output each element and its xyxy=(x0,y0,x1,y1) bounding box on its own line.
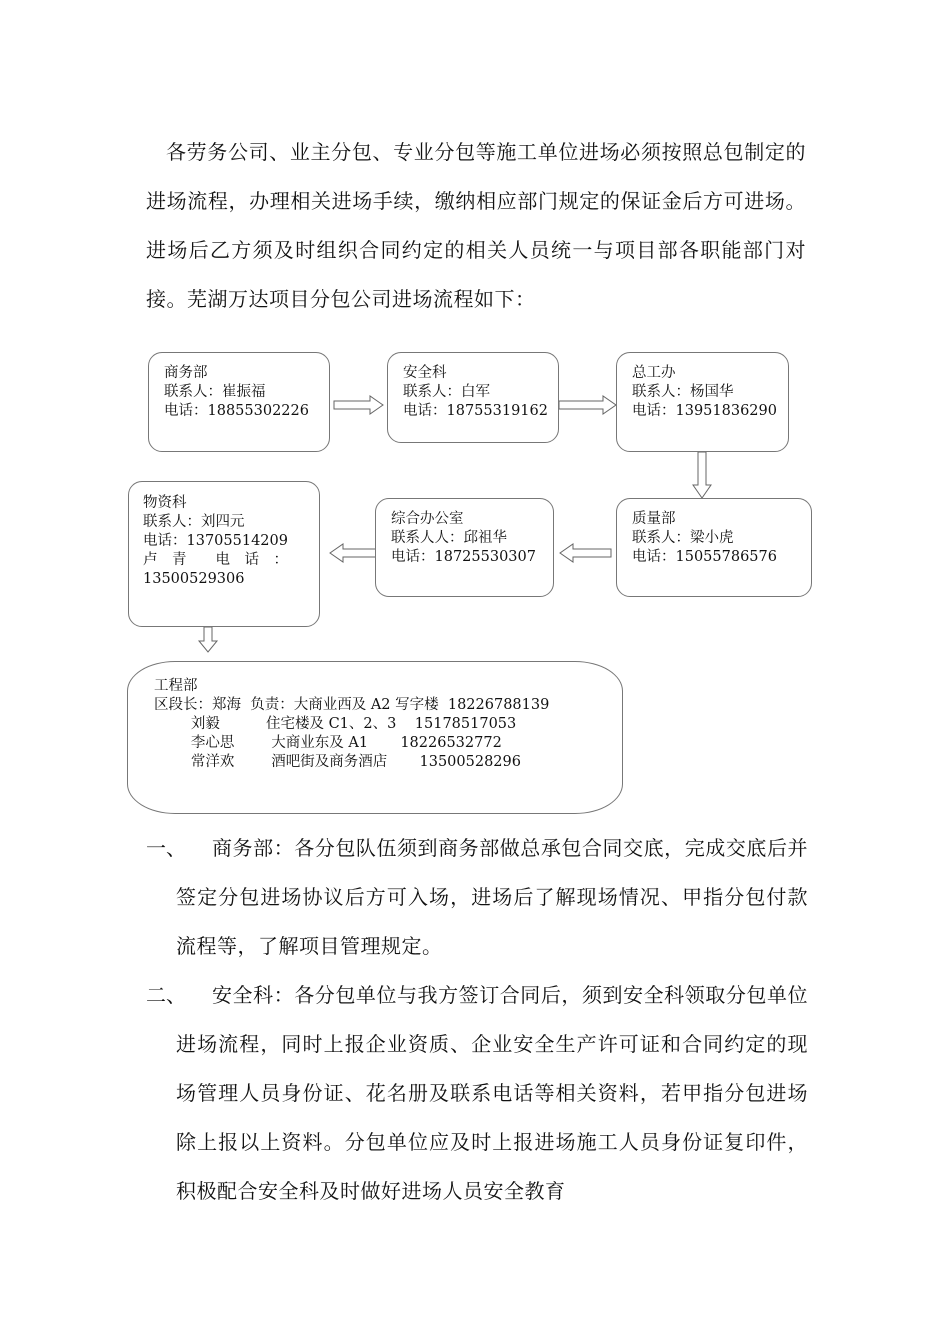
safety-phone: 电话：18755319162 xyxy=(403,403,548,419)
commerce-phone: 电话：18855302226 xyxy=(164,403,309,419)
chief-engineer-title: 总工办 xyxy=(632,365,676,381)
general-office-contact: 联系人人：邱祖华 xyxy=(391,530,507,546)
arrow-safety-to-chief xyxy=(559,396,616,414)
quality-contact: 联系人：梁小虎 xyxy=(632,530,734,546)
commerce-box xyxy=(148,352,330,452)
list-item-number: 二、 xyxy=(146,983,186,1007)
engineering-row: 常洋欢 酒吧街及商务酒店 13500528296 xyxy=(154,754,521,770)
chief-engineer-contact: 联系人：杨国华 xyxy=(632,384,734,400)
arrow-quality-to-office xyxy=(560,544,611,562)
quality-title: 质量部 xyxy=(632,511,676,527)
commerce-contact: 联系人：崔振福 xyxy=(164,384,266,400)
intro-paragraph: 各劳务公司、业主分包、专业分包等施工单位进场必须按照总包制定的进场流程，办理相关进场手续，缴纳相应部门规定的保证金后方可进场。进场后乙方须及时组织合同约定的相关人员统一与项目部各职能部门对接。芜湖万达项目分包公司进场流程如下： xyxy=(146,140,806,311)
materials-contact: 联系人：刘四元 xyxy=(143,514,245,530)
engineering-title: 工程部 xyxy=(154,678,198,694)
materials-phone: 电话：13705514209 xyxy=(143,533,288,549)
chief-engineer-box xyxy=(616,352,789,452)
materials-box xyxy=(128,481,320,627)
engineering-row: 李心思 大商业东及 A1 18226532772 xyxy=(154,735,502,751)
engineering-box xyxy=(127,661,623,814)
chief-engineer-phone: 电话：13951836290 xyxy=(632,403,777,419)
list-item-text: 商务部：各分包队伍须到商务部做总承包合同交底，完成交底后并签定分包进场协议后方可入场，进场后了解现场情况、甲指分包付款流程等，了解项目管理规定。 xyxy=(176,836,808,958)
commerce-title: 商务部 xyxy=(164,365,208,381)
list-item xyxy=(146,824,808,971)
materials-phone2: 13500529306 xyxy=(143,571,245,587)
arrow-chief-to-quality xyxy=(693,452,711,498)
numbered-list xyxy=(146,824,808,1216)
general-office-box xyxy=(375,498,554,597)
list-item xyxy=(146,971,808,1216)
quality-phone: 电话：15055786576 xyxy=(632,549,777,565)
engineering-row: 刘毅 住宅楼及 C1、2、3 15178517053 xyxy=(154,716,517,732)
arrow-materials-to-engineering xyxy=(199,627,217,652)
list-item-number: 一、 xyxy=(146,836,186,860)
materials-phone2-label: 卢 青 电 话 ： xyxy=(143,552,288,568)
list-item-text: 安全科：各分包单位与我方签订合同后，须到安全科领取分包单位进场流程，同时上报企业资质、企业安全生产许可证和合同约定的现场管理人员身份证、花名册及联系电话等相关资料，若甲指分包进场除上报以上资料。分包单位应及时上报进场施工人员身份证复印件，积极配合安全科及时做好进场人员安全教育 xyxy=(176,983,808,1203)
general-office-phone: 电话：18725530307 xyxy=(391,549,536,565)
materials-title: 物资科 xyxy=(143,495,187,511)
safety-box xyxy=(387,352,559,443)
general-office-title: 综合办公室 xyxy=(391,511,464,527)
safety-title: 安全科 xyxy=(403,365,447,381)
quality-box xyxy=(616,498,812,597)
arrow-commerce-to-safety xyxy=(334,396,383,414)
arrow-office-to-materials xyxy=(330,544,376,562)
safety-contact: 联系人：白军 xyxy=(403,384,490,400)
engineering-row: 区段长：郑海 负责：大商业西及 A2 写字楼 18226788139 xyxy=(154,697,550,713)
